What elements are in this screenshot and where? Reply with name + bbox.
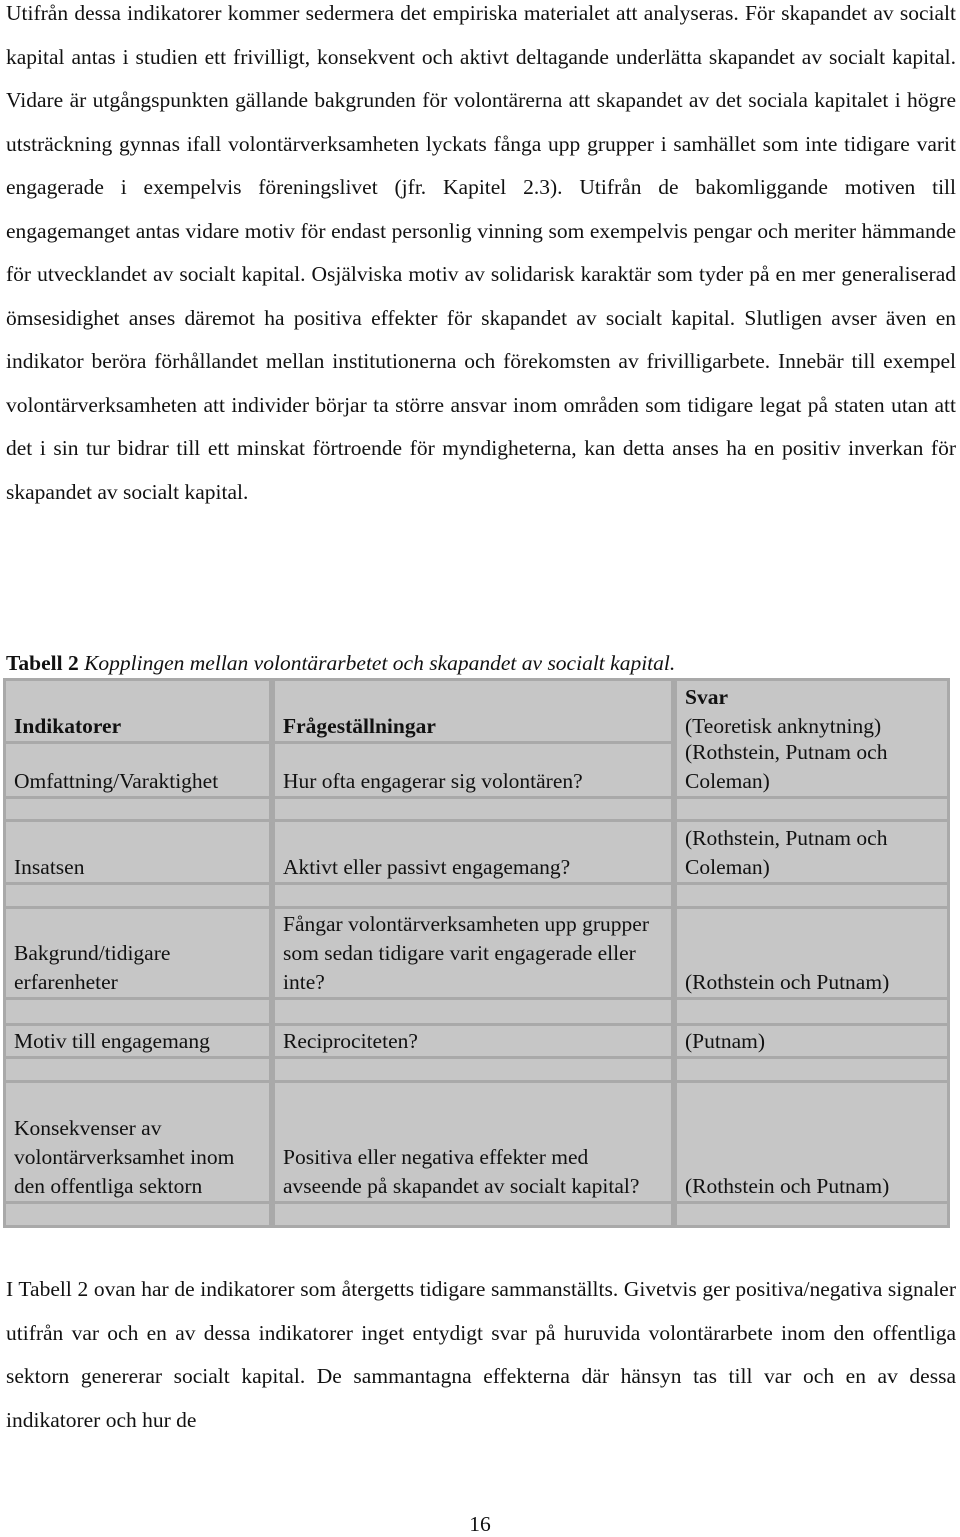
table-spacer-cell [677,799,947,819]
table-caption-title: Kopplingen mellan volontärarbetet och skapandet av socialt kapital. [78,651,676,675]
table-row-indicator: Omfattning/Varaktighet [6,744,269,796]
indicator-table [3,678,950,1228]
table-row-indicator: Motiv till engagemang [6,1026,269,1056]
table-row-question: Reciprociteten? [275,1026,671,1056]
table-spacer-cell [275,885,671,906]
table-caption [6,648,675,678]
table-caption-label: Tabell 2 [6,651,79,675]
table-spacer-cell [275,1000,671,1023]
table-spacer-cell [677,1000,947,1023]
table-row-answer: (Rothstein, Putnam och Coleman) [677,738,947,796]
table-spacer-cell [6,1059,269,1080]
table-header-indicators: Indikatorer [6,681,269,741]
table-row-answer: (Putnam) [677,1026,947,1056]
table-header-answer-title: Svar [685,685,728,709]
table-row-question: Hur ofta engagerar sig volontären? [275,744,671,796]
table-spacer-cell [275,1204,671,1225]
table-spacer-cell [275,1059,671,1080]
table-row-indicator: Bakgrund/tidigare erfarenheter [6,909,269,997]
table-header-questions: Frågeställningar [275,681,671,741]
table-row-answer: (Rothstein och Putnam) [677,1083,947,1201]
table-row-question: Aktivt eller passivt engagemang? [275,822,671,882]
table-header-answer-subtitle: (Teoretisk anknytning) [685,714,882,738]
body-paragraph: I Tabell 2 ovan har de indikatorer som återgetts tidigare sammanställts. Givetvis ger positiva/negativa signaler utifrån var och en av dessa indikatorer inget entydigt svar på huruvida volontärarbete inom den offentliga sektorn genererar socialt kapital. De sammantagna effekterna där hänsyn tas till var och en av dessa indikatorer och hur de [6,1277,956,1432]
table-spacer-cell [6,1204,269,1225]
table-spacer-cell [6,885,269,906]
table-spacer-cell [677,885,947,906]
table-row-answer: (Rothstein, Putnam och Coleman) [677,822,947,882]
table-header-answer [677,681,947,741]
page-number: 16 [469,1512,491,1536]
table-row-indicator: Konsekvenser av volontärverksamhet inom den offentliga sektorn [6,1083,269,1201]
table-row-indicator: Insatsen [6,822,269,882]
table-spacer-cell [6,1000,269,1023]
table-spacer-cell [677,1204,947,1225]
table-row-question: Fångar volontärverksamheten upp grupper som sedan tidigare varit engagerade eller inte? [275,909,671,997]
table-spacer-cell [275,799,671,819]
body-paragraph: Utifrån dessa indikatorer kommer sedermera det empiriska materialet att analyseras. För skapandet av socialt kapital antas i studien ett frivilligt, konsekvent och aktivt deltagande underlätta skapandet av socialt kapital. Vidare är utgångspunkten gällande bakgrunden för volontärerna att skapandet av det sociala kapitalet i högre utsträckning gynnas ifall volontärverksamheten lyckats fånga upp grupper i samhället som inte tidigare varit engagerade i exempelvis föreningslivet (jfr. Kapitel 2.3). Utifrån de bakomliggande motiven till engagemanget antas vidare motiv för endast personlig vinning som exempelvis pengar och meriter hämmande för utvecklandet av socialt kapital. Osjälviska motiv av solidarisk karaktär som tyder på en mer generaliserad ömsesidighet anses däremot ha positiva effekter för skapandet av socialt kapital. Slutligen avser även en indikator beröra förhållandet mellan institutionerna och förekomsten av frivilligarbete. Innebär till exempel volontärverksamheten att individer börjar ta större ansvar inom områden som tidigare legat på staten utan att det i sin tur bidrar till ett minskat förtroende för myndigheterna, kan detta anses ha en positiv inverkan för skapandet av socialt kapital. [6,1,956,504]
table-row-question: Positiva eller negativa effekter med avseende på skapandet av socialt kapital? [275,1083,671,1201]
table-spacer-cell [677,1059,947,1080]
table-row-answer: (Rothstein och Putnam) [677,909,947,997]
table-spacer-cell [6,799,269,819]
